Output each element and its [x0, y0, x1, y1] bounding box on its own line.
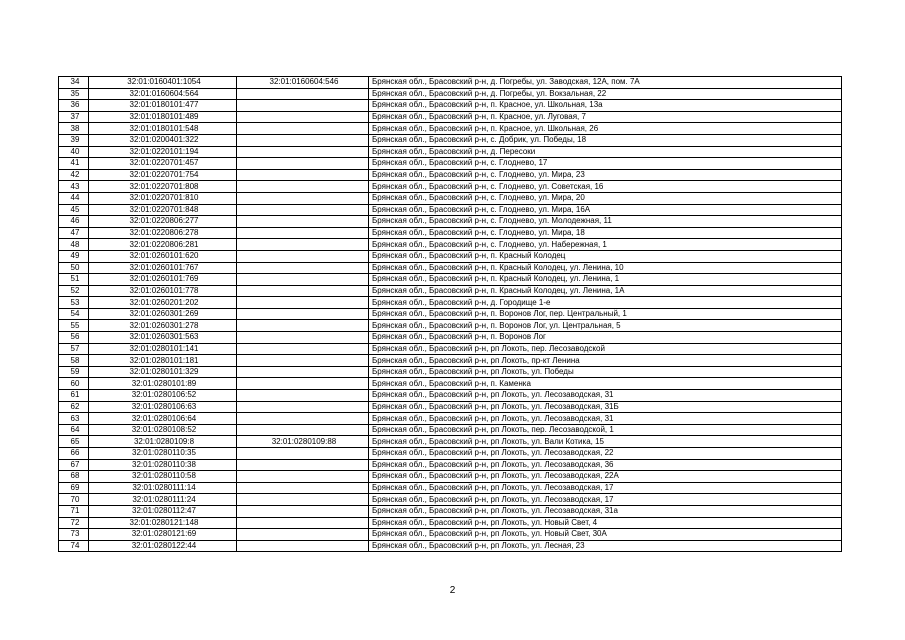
row-number-cell: 63 — [59, 413, 89, 425]
linked-cadastral-number-cell — [237, 169, 369, 181]
cadastral-number-cell: 32:01:0280101:181 — [89, 355, 237, 367]
table-row — [59, 459, 842, 471]
address-cell: Брянская обл., Брасовский р-н, с. Глоднево, ул. Советская, 16 — [369, 181, 842, 193]
row-number-cell: 35 — [59, 88, 89, 100]
cadastral-number-cell: 32:01:0280121:148 — [89, 517, 237, 529]
table-row — [59, 123, 842, 135]
address-cell: Брянская обл., Брасовский р-н, п. Воронов Лог — [369, 332, 842, 344]
row-number-cell: 54 — [59, 308, 89, 320]
table-row — [59, 250, 842, 262]
cadastral-number-cell: 32:01:0160401:1054 — [89, 77, 237, 89]
address-cell: Брянская обл., Брасовский р-н, рп Локоть, ул. Новый Свет, 4 — [369, 517, 842, 529]
address-cell: Брянская обл., Брасовский р-н, д. Погребы, ул. Вокзальная, 22 — [369, 88, 842, 100]
cadastral-number-cell: 32:01:0160604:564 — [89, 88, 237, 100]
address-cell: Брянская обл., Брасовский р-н, п. Красный Колодец, ул. Ленина, 1 — [369, 274, 842, 286]
cadastral-number-cell: 32:01:0180101:548 — [89, 123, 237, 135]
linked-cadastral-number-cell — [237, 332, 369, 344]
row-number-cell: 72 — [59, 517, 89, 529]
table-row — [59, 88, 842, 100]
address-cell: Брянская обл., Брасовский р-н, с. Глоднево, ул. Молодежная, 11 — [369, 216, 842, 228]
linked-cadastral-number-cell — [237, 227, 369, 239]
address-cell: Брянская обл., Брасовский р-н, с. Глоднево, ул. Мира, 20 — [369, 192, 842, 204]
table-row — [59, 529, 842, 541]
row-number-cell: 61 — [59, 390, 89, 402]
address-cell: Брянская обл., Брасовский р-н, с. Глоднево, ул. Мира, 16А — [369, 204, 842, 216]
table-row — [59, 181, 842, 193]
linked-cadastral-number-cell — [237, 181, 369, 193]
cadastral-number-cell: 32:01:0200401:322 — [89, 134, 237, 146]
row-number-cell: 53 — [59, 297, 89, 309]
row-number-cell: 41 — [59, 158, 89, 170]
cadastral-number-cell: 32:01:0220701:810 — [89, 192, 237, 204]
cadastral-number-cell: 32:01:0220806:277 — [89, 216, 237, 228]
cadastral-number-cell: 32:01:0280111:24 — [89, 494, 237, 506]
row-number-cell: 52 — [59, 285, 89, 297]
table-row — [59, 401, 842, 413]
cadastral-number-cell: 32:01:0280111:14 — [89, 482, 237, 494]
address-cell: Брянская обл., Брасовский р-н, п. Красное, ул. Школьная, 26 — [369, 123, 842, 135]
address-cell: Брянская обл., Брасовский р-н, п. Красный Колодец, ул. Ленина, 1А — [369, 285, 842, 297]
cadastral-number-cell: 32:01:0280108:52 — [89, 424, 237, 436]
row-number-cell: 67 — [59, 459, 89, 471]
row-number-cell: 44 — [59, 192, 89, 204]
address-cell: Брянская обл., Брасовский р-н, рп Локоть, пер. Лесозаводской, 1 — [369, 424, 842, 436]
table-row — [59, 111, 842, 123]
row-number-cell: 38 — [59, 123, 89, 135]
cadastral-number-cell: 32:01:0260301:563 — [89, 332, 237, 344]
linked-cadastral-number-cell: 32:01:0160604:546 — [237, 77, 369, 89]
address-cell: Брянская обл., Брасовский р-н, п. Красное, ул. Луговая, 7 — [369, 111, 842, 123]
address-cell: Брянская обл., Брасовский р-н, п. Воронов Лог, ул. Центральная, 5 — [369, 320, 842, 332]
cadastral-number-cell: 32:01:0260301:269 — [89, 308, 237, 320]
row-number-cell: 65 — [59, 436, 89, 448]
cadastral-number-cell: 32:01:0180101:477 — [89, 100, 237, 112]
row-number-cell: 62 — [59, 401, 89, 413]
row-number-cell: 50 — [59, 262, 89, 274]
linked-cadastral-number-cell — [237, 239, 369, 251]
table-row — [59, 297, 842, 309]
row-number-cell: 56 — [59, 332, 89, 344]
row-number-cell: 71 — [59, 505, 89, 517]
address-cell: Брянская обл., Брасовский р-н, рп Локоть, ул. Лесозаводская, 31а — [369, 505, 842, 517]
row-number-cell: 64 — [59, 424, 89, 436]
address-cell: Брянская обл., Брасовский р-н, рп Локоть, ул. Победы — [369, 366, 842, 378]
row-number-cell: 49 — [59, 250, 89, 262]
table-row — [59, 517, 842, 529]
table-row — [59, 308, 842, 320]
table-row — [59, 494, 842, 506]
linked-cadastral-number-cell — [237, 413, 369, 425]
cadastral-number-cell: 32:01:0220101:194 — [89, 146, 237, 158]
cadastral-number-cell: 32:01:0280112:47 — [89, 505, 237, 517]
row-number-cell: 45 — [59, 204, 89, 216]
cadastral-number-cell: 32:01:0220701:808 — [89, 181, 237, 193]
table-row — [59, 274, 842, 286]
cadastral-number-cell: 32:01:0280109:8 — [89, 436, 237, 448]
linked-cadastral-number-cell — [237, 262, 369, 274]
linked-cadastral-number-cell — [237, 390, 369, 402]
table-row — [59, 216, 842, 228]
address-cell: Брянская обл., Брасовский р-н, рп Локоть, ул. Лесозаводская, 31 — [369, 413, 842, 425]
row-number-cell: 68 — [59, 471, 89, 483]
linked-cadastral-number-cell — [237, 250, 369, 262]
row-number-cell: 34 — [59, 77, 89, 89]
linked-cadastral-number-cell — [237, 424, 369, 436]
row-number-cell: 73 — [59, 529, 89, 541]
address-cell: Брянская обл., Брасовский р-н, д. Городище 1-е — [369, 297, 842, 309]
row-number-cell: 59 — [59, 366, 89, 378]
cadastral-number-cell: 32:01:0260101:769 — [89, 274, 237, 286]
cadastral-number-cell: 32:01:0280110:38 — [89, 459, 237, 471]
table-row — [59, 227, 842, 239]
row-number-cell: 48 — [59, 239, 89, 251]
linked-cadastral-number-cell — [237, 158, 369, 170]
table-row — [59, 448, 842, 460]
table-row — [59, 262, 842, 274]
linked-cadastral-number-cell — [237, 192, 369, 204]
row-number-cell: 60 — [59, 378, 89, 390]
row-number-cell: 39 — [59, 134, 89, 146]
address-cell: Брянская обл., Брасовский р-н, рп Локоть, ул. Лесозаводская, 22 — [369, 448, 842, 460]
cadastral-number-cell: 32:01:0280106:64 — [89, 413, 237, 425]
cadastral-number-cell: 32:01:0260101:620 — [89, 250, 237, 262]
table-row — [59, 505, 842, 517]
linked-cadastral-number-cell — [237, 343, 369, 355]
table-row — [59, 134, 842, 146]
cadastral-number-cell: 32:01:0180101:489 — [89, 111, 237, 123]
address-cell: Брянская обл., Брасовский р-н, рп Локоть, ул. Лесозаводская, 22А — [369, 471, 842, 483]
linked-cadastral-number-cell — [237, 529, 369, 541]
cadastral-number-cell: 32:01:0280121:69 — [89, 529, 237, 541]
cadastral-number-cell: 32:01:0280106:52 — [89, 390, 237, 402]
row-number-cell: 57 — [59, 343, 89, 355]
address-cell: Брянская обл., Брасовский р-н, д. Погребы, ул. Заводская, 12А, пом. 7А — [369, 77, 842, 89]
address-cell: Брянская обл., Брасовский р-н, п. Воронов Лог, пер. Центральный, 1 — [369, 308, 842, 320]
address-cell: Брянская обл., Брасовский р-н, п. Каменка — [369, 378, 842, 390]
linked-cadastral-number-cell — [237, 123, 369, 135]
address-cell: Брянская обл., Брасовский р-н, с. Глоднево, ул. Набережная, 1 — [369, 239, 842, 251]
address-cell: Брянская обл., Брасовский р-н, рп Локоть, ул. Новый Свет, 30А — [369, 529, 842, 541]
row-number-cell: 51 — [59, 274, 89, 286]
cadastral-number-cell: 32:01:0220806:278 — [89, 227, 237, 239]
linked-cadastral-number-cell — [237, 366, 369, 378]
table-row — [59, 146, 842, 158]
address-cell: Брянская обл., Брасовский р-н, рп Локоть, пер. Лесозаводской — [369, 343, 842, 355]
table-row — [59, 239, 842, 251]
table-row — [59, 169, 842, 181]
linked-cadastral-number-cell — [237, 308, 369, 320]
linked-cadastral-number-cell — [237, 285, 369, 297]
row-number-cell: 42 — [59, 169, 89, 181]
address-cell: Брянская обл., Брасовский р-н, рп Локоть, пр-кт Ленина — [369, 355, 842, 367]
linked-cadastral-number-cell — [237, 482, 369, 494]
address-cell: Брянская обл., Брасовский р-н, с. Глоднево, 17 — [369, 158, 842, 170]
linked-cadastral-number-cell — [237, 204, 369, 216]
cadastral-number-cell: 32:01:0280110:35 — [89, 448, 237, 460]
linked-cadastral-number-cell — [237, 88, 369, 100]
address-cell: Брянская обл., Брасовский р-н, с. Добрик, ул. Победы, 18 — [369, 134, 842, 146]
address-cell: Брянская обл., Брасовский р-н, с. Глоднево, ул. Мира, 18 — [369, 227, 842, 239]
cadastral-number-cell: 32:01:0220701:457 — [89, 158, 237, 170]
linked-cadastral-number-cell — [237, 320, 369, 332]
table-row — [59, 366, 842, 378]
table-row — [59, 540, 842, 552]
linked-cadastral-number-cell — [237, 459, 369, 471]
cadastral-number-cell: 32:01:0280101:329 — [89, 366, 237, 378]
address-cell: Брянская обл., Брасовский р-н, с. Глоднево, ул. Мира, 23 — [369, 169, 842, 181]
linked-cadastral-number-cell — [237, 378, 369, 390]
table-row — [59, 436, 842, 448]
table-row — [59, 343, 842, 355]
address-cell: Брянская обл., Брасовский р-н, рп Локоть, ул. Лесозаводская, 36 — [369, 459, 842, 471]
table-row — [59, 355, 842, 367]
linked-cadastral-number-cell — [237, 401, 369, 413]
table-row — [59, 77, 842, 89]
address-cell: Брянская обл., Брасовский р-н, п. Красный Колодец — [369, 250, 842, 262]
table-row — [59, 204, 842, 216]
cadastral-number-cell: 32:01:0280122:44 — [89, 540, 237, 552]
linked-cadastral-number-cell — [237, 146, 369, 158]
linked-cadastral-number-cell — [237, 134, 369, 146]
table-row — [59, 390, 842, 402]
address-cell: Брянская обл., Брасовский р-н, рп Локоть, ул. Лесозаводская, 17 — [369, 482, 842, 494]
address-cell: Брянская обл., Брасовский р-н, рп Локоть, ул. Лесная, 23 — [369, 540, 842, 552]
table-row — [59, 378, 842, 390]
linked-cadastral-number-cell: 32:01:0280109:88 — [237, 436, 369, 448]
cadastral-number-cell: 32:01:0220806:281 — [89, 239, 237, 251]
linked-cadastral-number-cell — [237, 505, 369, 517]
property-table — [58, 76, 842, 552]
address-cell: Брянская обл., Брасовский р-н, п. Красный Колодец, ул. Ленина, 10 — [369, 262, 842, 274]
table-row — [59, 471, 842, 483]
row-number-cell: 55 — [59, 320, 89, 332]
row-number-cell: 47 — [59, 227, 89, 239]
table-row — [59, 413, 842, 425]
page-number: 2 — [449, 585, 456, 596]
cadastral-number-cell: 32:01:0220701:848 — [89, 204, 237, 216]
address-cell: Брянская обл., Брасовский р-н, п. Красное, ул. Школьная, 13а — [369, 100, 842, 112]
row-number-cell: 66 — [59, 448, 89, 460]
cadastral-number-cell: 32:01:0260201:202 — [89, 297, 237, 309]
table-row — [59, 332, 842, 344]
linked-cadastral-number-cell — [237, 540, 369, 552]
linked-cadastral-number-cell — [237, 471, 369, 483]
cadastral-number-cell: 32:01:0280110:58 — [89, 471, 237, 483]
row-number-cell: 37 — [59, 111, 89, 123]
property-table-body — [59, 77, 842, 552]
row-number-cell: 46 — [59, 216, 89, 228]
row-number-cell: 58 — [59, 355, 89, 367]
cadastral-number-cell: 32:01:0280101:141 — [89, 343, 237, 355]
address-cell: Брянская обл., Брасовский р-н, рп Локоть, ул. Лесозаводская, 31Б — [369, 401, 842, 413]
linked-cadastral-number-cell — [237, 274, 369, 286]
table-row — [59, 482, 842, 494]
cadastral-number-cell: 32:01:0280106:63 — [89, 401, 237, 413]
table-row — [59, 158, 842, 170]
cadastral-number-cell: 32:01:0260101:778 — [89, 285, 237, 297]
row-number-cell: 43 — [59, 181, 89, 193]
linked-cadastral-number-cell — [237, 297, 369, 309]
linked-cadastral-number-cell — [237, 216, 369, 228]
row-number-cell: 70 — [59, 494, 89, 506]
table-row — [59, 192, 842, 204]
address-cell: Брянская обл., Брасовский р-н, рп Локоть, ул. Лесозаводская, 17 — [369, 494, 842, 506]
table-row — [59, 285, 842, 297]
linked-cadastral-number-cell — [237, 494, 369, 506]
row-number-cell: 74 — [59, 540, 89, 552]
row-number-cell: 36 — [59, 100, 89, 112]
address-cell: Брянская обл., Брасовский р-н, д. Пересоки — [369, 146, 842, 158]
linked-cadastral-number-cell — [237, 355, 369, 367]
linked-cadastral-number-cell — [237, 111, 369, 123]
cadastral-number-cell: 32:01:0260301:278 — [89, 320, 237, 332]
linked-cadastral-number-cell — [237, 448, 369, 460]
linked-cadastral-number-cell — [237, 517, 369, 529]
cadastral-number-cell: 32:01:0260101:767 — [89, 262, 237, 274]
row-number-cell: 40 — [59, 146, 89, 158]
cadastral-number-cell: 32:01:0220701:754 — [89, 169, 237, 181]
table-row — [59, 424, 842, 436]
row-number-cell: 69 — [59, 482, 89, 494]
table-row — [59, 100, 842, 112]
table-row — [59, 320, 842, 332]
cadastral-number-cell: 32:01:0280101:89 — [89, 378, 237, 390]
linked-cadastral-number-cell — [237, 100, 369, 112]
address-cell: Брянская обл., Брасовский р-н, рп Локоть, ул. Лесозаводская, 31 — [369, 390, 842, 402]
address-cell: Брянская обл., Брасовский р-н, рп Локоть, ул. Вали Котика, 15 — [369, 436, 842, 448]
